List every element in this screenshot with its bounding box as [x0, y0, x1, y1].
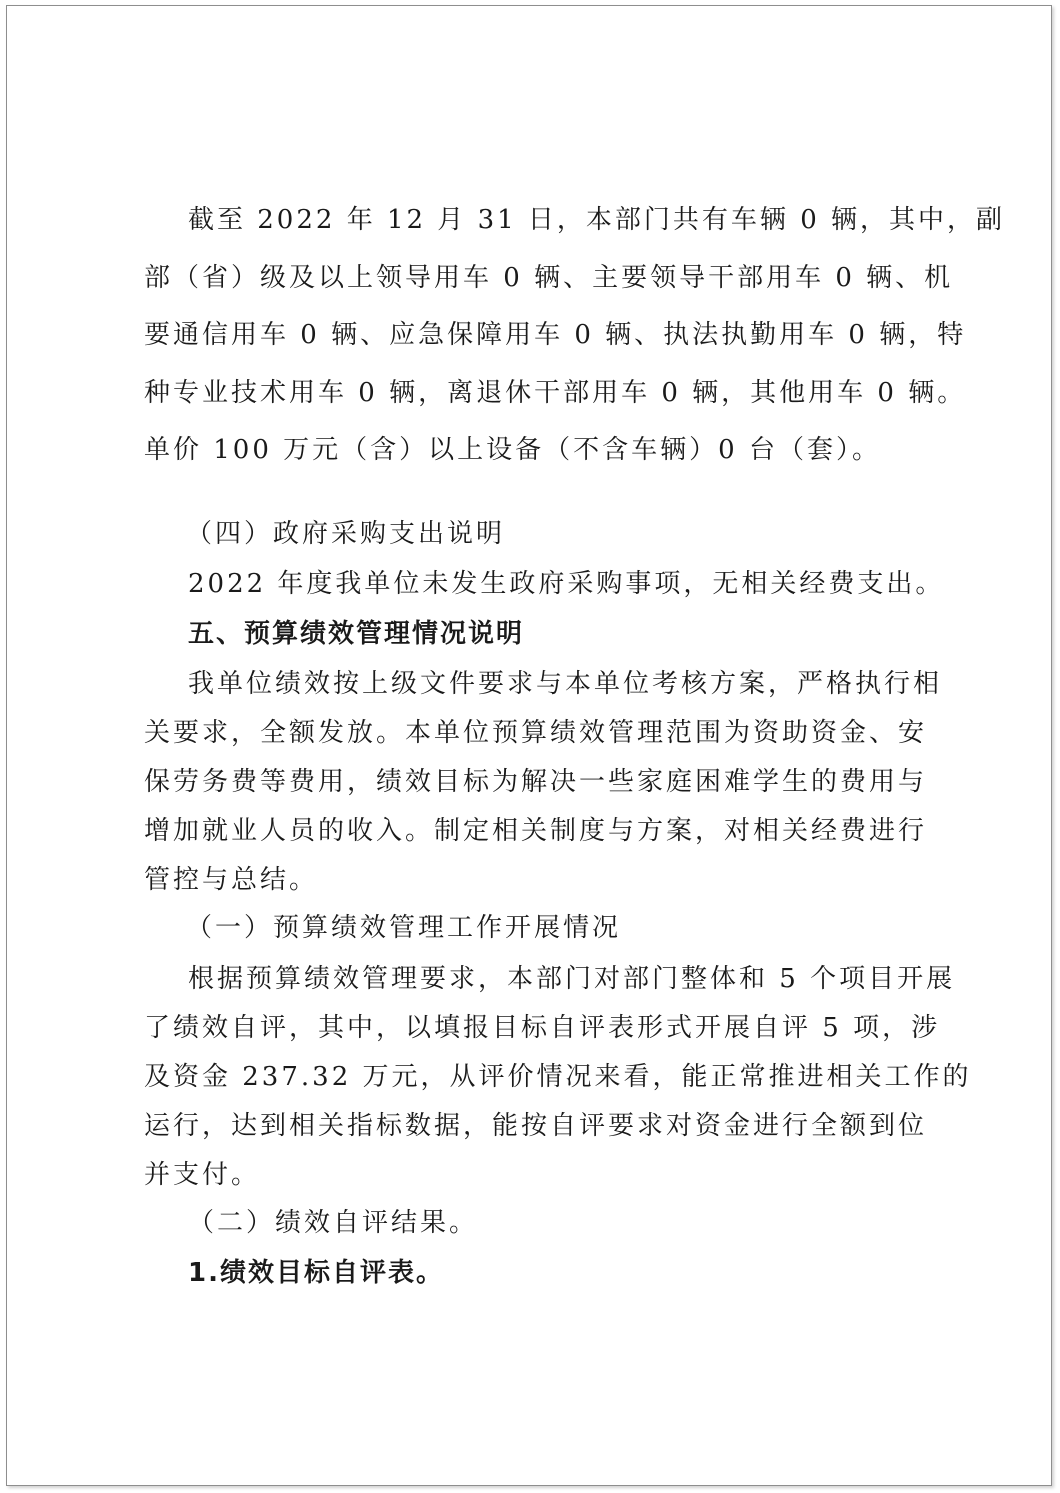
- vehicles-line-5: 单价 100 万元（含）以上设备（不含车辆）0 台（套）。: [144, 435, 881, 465]
- work-line-5: 并支付。: [144, 1160, 261, 1190]
- vehicles-line-4: 种专业技术用车 0 辆，离退休干部用车 0 辆，其他用车 0 辆。: [144, 378, 967, 408]
- vehicles-line-3: 要通信用车 0 辆、应急保障用车 0 辆、执法执勤用车 0 辆，特: [144, 320, 967, 350]
- results-heading: （二）绩效自评结果。: [188, 1208, 479, 1238]
- vehicles-line-1: 截至 2022 年 12 月 31 日，本部门共有车辆 0 辆，其中，副: [188, 205, 1005, 235]
- results-subheading: 1.绩效目标自评表。: [188, 1258, 444, 1288]
- work-line-4: 运行，达到相关指标数据，能按自评要求对资金进行全额到位: [144, 1111, 928, 1141]
- performance-line-1: 我单位绩效按上级文件要求与本单位考核方案，严格执行相: [188, 669, 943, 699]
- work-line-1: 根据预算绩效管理要求，本部门对部门整体和 5 个项目开展: [188, 964, 956, 994]
- procurement-heading: （四）政府采购支出说明: [186, 519, 506, 549]
- work-heading: （一）预算绩效管理工作开展情况: [186, 913, 622, 943]
- performance-line-3: 保劳务费等费用，绩效目标为解决一些家庭困难学生的费用与: [144, 767, 928, 797]
- performance-line-4: 增加就业人员的收入。制定相关制度与方案，对相关经费进行: [144, 816, 928, 846]
- vehicles-line-2: 部（省）级及以上领导用车 0 辆、主要领导干部用车 0 辆、机: [144, 263, 954, 293]
- performance-heading: 五、预算绩效管理情况说明: [188, 619, 525, 649]
- performance-line-5: 管控与总结。: [144, 865, 319, 895]
- performance-line-2: 关要求，全额发放。本单位预算绩效管理范围为资助资金、安: [144, 718, 928, 748]
- procurement-body: 2022 年度我单位未发生政府采购事项，无相关经费支出。: [188, 569, 945, 599]
- work-line-2: 了绩效自评，其中，以填报目标自评表形式开展自评 5 项，涉: [144, 1013, 941, 1043]
- work-line-3: 及资金 237.32 万元，从评价情况来看，能正常推进相关工作的: [144, 1062, 972, 1092]
